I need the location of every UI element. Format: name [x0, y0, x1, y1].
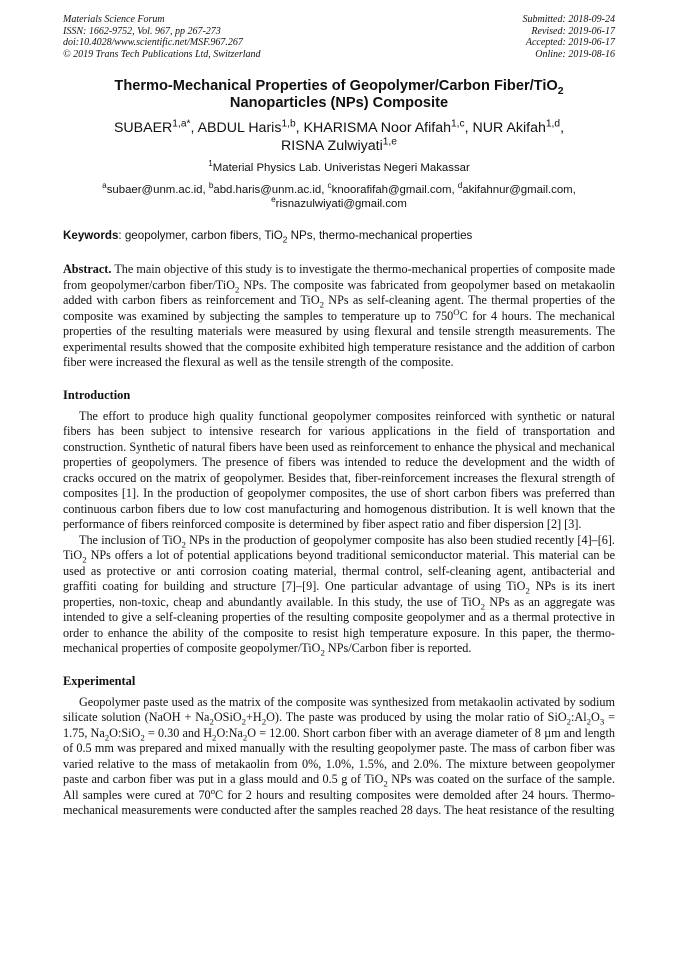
dates-info: [523, 14, 616, 60]
email-link[interactable]: subaer@unm.ac.id,: [106, 184, 209, 196]
online-date: Online: 2019-08-16: [535, 48, 615, 60]
journal-info: [63, 14, 261, 60]
author: NUR Akifah: [472, 120, 546, 136]
author: ABDUL Haris: [197, 120, 282, 136]
submitted-date: Submitted: 2018-09-24: [522, 14, 615, 25]
journal-name: Materials Science Forum: [63, 14, 165, 25]
revised-date: Revised: 2019-06-17: [531, 25, 615, 37]
journal-header: [63, 14, 615, 64]
author: SUBAER: [113, 120, 173, 136]
author-emails: $^a$subaer@unm.ac.id, $^b$abd.haris@unm.ac.id, $^c$knoorafifah@gmail.com, $^d$akifahnur@gmail.com, $^e$risnazulwiyati@gmail.com: [102, 181, 576, 210]
email-link[interactable]: knoorafifah@gmail.com,: [331, 184, 458, 196]
copyright: © 2019 Trans Tech Publications Ltd, Switzerland: [63, 48, 261, 60]
author-list: $SUBAER^{1,a*}$, ABDUL Haris$^{1,b}$, KHARISMA Noor Afifah$^{1,c}$, NUR Akifah$^{1,d}$, RISNA Zulwiyati$^{1,e}$: [113, 118, 565, 154]
affiliation: $^1$Material Physics Lab. Univeristas Negeri Makassar: [208, 159, 470, 174]
doi: doi:10.4028/www.scientific.net/MSF.967.267: [63, 37, 243, 48]
keywords-label: Keywords: [63, 229, 119, 242]
keywords: Keywords: geopolymer, carbon fibers, TiO$_2$ NPs, thermo-mechanical properties: [63, 229, 473, 245]
author: RISNA Zulwiyati: [281, 138, 383, 154]
abstract-label: Abstract.: [63, 262, 112, 276]
intro-paragraph-2: The inclusion of TiO$_2$ NPs in the production of geopolymer composite has also been studied recently [4]–[6]. TiO$_2$ NPs offers a lot of potential applications beyond traditional semiconductor material. This material can be used as protective or anti corrosion coating material, thermal control, self-cleaning agent, antibacterial and graffiti coating for building and structure [7]–[9]. One particular advantage of using TiO$_2$ NPs is its inert properties, non-toxic, cheap and abundantly available. In this study, the use of TiO$_2$ NPs as an aggregate was intended to give a self-cleaning properties of the resulting composite geopolymer and as a thermal protective in order to enhance the ability of the composite to resist high temperature exposure. In this paper, the thermo-mechanical properties of composite geopolymer/TiO$_2$ NPs/Carbon fiber is reported.: [63, 532, 615, 658]
accepted-date: Accepted: 2019-06-17: [525, 37, 615, 48]
paper-title: Thermo-Mechanical Properties of Geopolymer/Carbon Fiber/TiO$_2$ Nanoparticles (NPs) Composite: [114, 78, 564, 111]
intro-paragraph-1: The effort to produce high quality functional geopolymer composites reinforced with synthetic or natural fibers has been subject to intensive research for various applications in the field of transportation and construction. Synthetic of natural fibers have been used as reinforcement to enhance the physical and mechanical properties of geopolymers. The presence of fibers was intended to reduce the development and the width of cracks occured on the matrix of geopolymer. Besides that, fiber-reinforcement increases the flexural strength of composites [1]. In the production of geopolymer composites, the use of short carbon fibers was preferred than continuous carbon fibers due to low cost manufacturing and homogenous distribution. It is well known that the performance of fibers reinforced composite is determined by fiber aspect ratio and fiber dispersion [2] [3].: [63, 408, 615, 531]
section-heading-experimental: Experimental: [63, 673, 136, 688]
experimental-paragraph-1: Geopolymer paste used as the matrix of the composite was synthesized from metakaolin activated by sodium silicate solution (NaOH + $Na_2OSiO_2+H_2O$). The paste was produced by using the molar ratio of $SiO_2:Al_2O_3 = 1.75$, $Na_2O:SiO_2 = 0.30$ and $H_2O:Na_2O = 12.00$. Short carbon fiber with an average diameter of 8 µm and length of 0.5 mm was prepared and mixed manually with the resulting geopolymer paste. The mass of carbon fiber was varied relative to the mass of metakaolin from 0%, 1.0%, 1.5%, and 2.0%. The mixture between geopolymer paste and carbon fiber was put in a glass mould and 0.5 g of TiO$_2$ NPs was coated on the surface of the sample. All samples were cured at 70$^o$C for 2 hours and resulting composites were demolded after 24 hours. Thermo-mechanical measurements were conducted after the samples reached 28 days. The heat resistance of the resulting: [63, 694, 616, 817]
issn: ISSN: 1662-9752, Vol. 967, pp 267-273: [63, 25, 221, 37]
author: KHARISMA Noor Afifah: [303, 120, 451, 136]
section-heading-introduction: Introduction: [63, 387, 131, 402]
email-link[interactable]: akifahnur@gmail.com,: [462, 184, 576, 196]
abstract: Abstract. The main objective of this study is to investigate the thermo-mechanical properties of composite made from geopolymer/carbon fiber/TiO$_2$ NPs. The composite was fabricated from geopolymer based on metakaolin added with carbon fibers as reinforcement and TiO$_2$ NPs as self-cleaning agent. The thermal properties of the composite was examined by subjecting the samples to temperature up to $750^OC$ for 4 hours. The mechanical properties of the resulting materials were measured by using flexural and tensile strength measurements. The experimental results showed that the composite exhibited high temperature resistance and the addition of carbon fiber were increased the flexural as well as the tensile strength of the composite.: [63, 262, 616, 369]
email-link[interactable]: risnazulwiyati@gmail.com: [275, 198, 407, 210]
paper-page: [63, 14, 615, 819]
email-link[interactable]: abd.haris@unm.ac.id,: [213, 184, 328, 196]
